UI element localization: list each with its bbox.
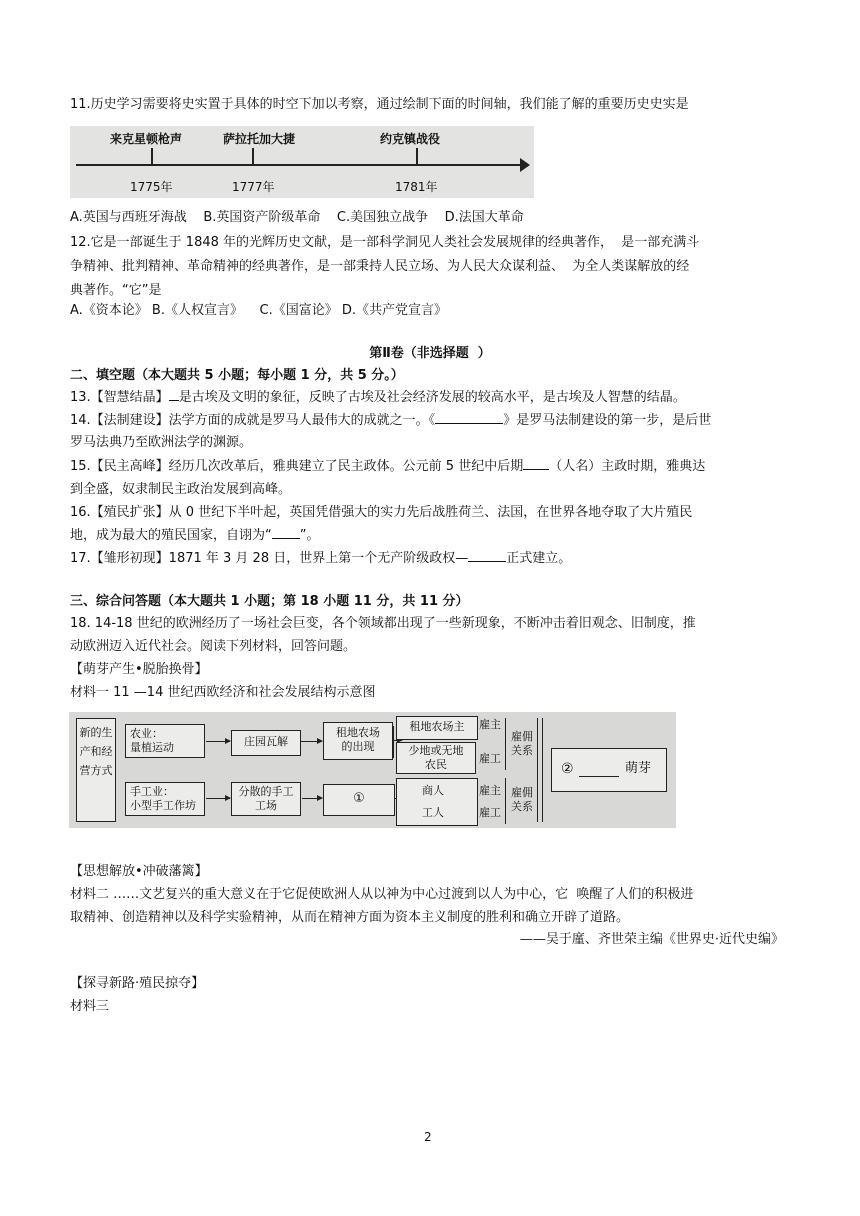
q14-blank bbox=[435, 423, 503, 424]
diagram-manor-box: 庄园瓦解 bbox=[231, 730, 301, 756]
q15-post: （人名）主政时期，雅典达 bbox=[549, 459, 706, 474]
timeline-figure bbox=[70, 126, 534, 198]
q17-blank bbox=[468, 561, 506, 562]
diagram-farm-owner-box: 租地农场主 bbox=[396, 716, 478, 740]
q15-line2: 到全盛，奴隶制民主政治发展到高峰。 bbox=[70, 482, 292, 497]
q18-line1: 18. 14-18 世纪的欧洲经历了一场社会巨变，各个领域都出现了一些新现象，不断冲击着旧观念、旧制度，推 bbox=[70, 616, 696, 631]
q14-line2: 罗马法典乃至欧洲法学的渊源。 bbox=[70, 435, 253, 450]
diagram-left-label: 新的生产和经营方式 bbox=[76, 718, 116, 822]
diagram-arrow bbox=[206, 741, 230, 742]
q17 bbox=[70, 550, 571, 568]
q14-pre: 14.【法制建设】法学方面的成就是罗马人最伟大的成就之一。《 bbox=[70, 413, 436, 428]
q12-options: A.《资本论》 B.《人权宣言》 C.《国富论》 D.《共产党宣言》 bbox=[70, 303, 447, 318]
q16-line1: 16.【殖民扩张】从 0 世纪下半叶起，英国凭借强大的实力先后战胜荷兰、法国，在世界各地夺取了大片殖民 bbox=[70, 505, 693, 520]
diagram-employer2: 雇主 bbox=[479, 784, 501, 797]
diagram-craft-box: 手工业： 小型手工作坊 bbox=[125, 782, 205, 816]
q13-pre: 13.【智慧结晶】 bbox=[70, 390, 169, 405]
economic-structure-diagram bbox=[69, 712, 676, 828]
q16-blank bbox=[272, 538, 300, 539]
diagram-arrow bbox=[302, 798, 322, 799]
material2-line2: 取精神、创造精神以及科学实验精神，从而在精神方面为资本主义制度的胜利和确立开辟了道路。 bbox=[70, 910, 630, 925]
diagram-hire-relation1: 雇佣 关系 bbox=[511, 730, 533, 757]
material2-line1: 材料二 ……文艺复兴的重大意义在于它促使欧洲人从以神为中心过渡到以人为中心，它 唤醒了人们的积极进 bbox=[70, 887, 694, 902]
q18-line2: 动欧洲迈入近代社会。阅读下列材料，回答问题。 bbox=[70, 639, 357, 654]
material3-label: 材料三 bbox=[70, 999, 110, 1014]
q11-options: A.英国与西班牙海战 B.英国资产阶级革命 C.美国独立战争 D.法国大革命 bbox=[70, 210, 524, 225]
q11-stem: 11.历史学习需要将史实置于具体的时空下加以考察，通过绘制下面的时间轴，我们能了解的重要历史史实是 bbox=[70, 97, 689, 112]
material1-caption: 材料一 11 —14 世纪西欧经济和社会发展结构示意图 bbox=[70, 685, 376, 700]
q13-post: 是古埃及文明的象征，反映了古埃及社会经济发展的较高水平，是古埃及人智慧的结晶。 bbox=[178, 390, 686, 405]
diagram-arrow bbox=[206, 798, 230, 799]
diagram-rent-farm-box: 租地农场 的出现 bbox=[323, 722, 393, 760]
subheading-sprout: 【萌芽产生•脱胎换骨】 bbox=[70, 662, 208, 677]
subheading-colonial: 【探寻新路·殖民掠夺】 bbox=[70, 976, 205, 991]
section2-heading: 二、填空题（本大题共 5 小题；每小题 1 分，共 5 分。） bbox=[70, 368, 404, 383]
diagram-merchant: 商人 bbox=[422, 784, 444, 797]
diagram-arrow bbox=[394, 740, 402, 741]
timeline-arrow-icon bbox=[520, 158, 530, 172]
diagram-blank2: ② bbox=[561, 761, 574, 777]
q12-line1: 12.它是一部诞生于 1848 年的光辉历史文献，是一部科学洞见人类社会发展规律的经典著作， 是一部充满斗 bbox=[70, 235, 700, 250]
diagram-employer1: 雇主 bbox=[479, 718, 501, 731]
q17-post: 正式建立。 bbox=[506, 551, 572, 566]
q15-pre: 15.【民主高峰】经历几次改革后，雅典建立了民主政体。公元前 5 世纪中后期 bbox=[70, 459, 524, 474]
q14 bbox=[70, 412, 711, 430]
diagram-blank1-box: ① bbox=[323, 784, 395, 816]
page-number: 2 bbox=[424, 1130, 432, 1144]
section3-heading: 三、综合问答题（本大题共 1 小题；第 18 小题 11 分，共 11 分） bbox=[70, 594, 469, 609]
diagram-scattered-workshop-box: 分散的手工 工场 bbox=[231, 782, 301, 816]
timeline-year: 1777年 bbox=[232, 180, 275, 194]
q16-post: ”。 bbox=[299, 528, 320, 543]
subheading-thought: 【思想解放•冲破藩篱】 bbox=[70, 864, 208, 879]
timeline-axis bbox=[76, 164, 524, 166]
timeline-event-label: 萨拉托加大捷 bbox=[223, 132, 296, 146]
diagram-sprout: 萌芽 bbox=[625, 761, 652, 776]
q17-pre: 17.【雏形初现】1871 年 3 月 28 日，世界上第一个无产阶级政权— bbox=[70, 551, 469, 566]
diagram-hire-relation2: 雇佣 关系 bbox=[511, 786, 533, 813]
diagram-arrow bbox=[300, 741, 322, 742]
q16 bbox=[70, 527, 320, 545]
timeline-event-label: 约克镇战役 bbox=[380, 132, 441, 146]
diagram-landless-box: 少地或无地 农民 bbox=[396, 742, 476, 774]
q12-line3: 典著作。“它”是 bbox=[70, 283, 162, 298]
diagram-worker-word: 工人 bbox=[422, 806, 444, 819]
q15-blank bbox=[523, 469, 549, 470]
timeline-year: 1775年 bbox=[130, 180, 173, 194]
q14-post: 》是罗马法制建设的第一步，是后世 bbox=[503, 413, 712, 428]
q15 bbox=[70, 458, 705, 476]
diagram-worker2: 雇工 bbox=[479, 806, 501, 819]
material2-source: ——吴于廑、齐世荣主编《世界史·近代史编》 bbox=[519, 932, 784, 947]
diagram-agriculture-box: 农业： 量植运动 bbox=[125, 724, 205, 758]
q13 bbox=[70, 389, 686, 407]
timeline-event-label: 来克星顿枪声 bbox=[110, 132, 183, 146]
q13-blank bbox=[169, 400, 179, 401]
q12-line2: 争精神、批判精神、革命精神的经典著作，是一部秉持人民立场、为人民大众谋利益、 为全人类谋解放的经 bbox=[70, 259, 690, 274]
diagram-worker1: 雇工 bbox=[479, 752, 501, 765]
q16-pre: 地，成为最大的殖民国家，自诩为“ bbox=[70, 528, 272, 543]
part2-title: 第Ⅱ卷（非选择题 ） bbox=[369, 346, 491, 361]
timeline-year: 1781年 bbox=[395, 180, 438, 194]
